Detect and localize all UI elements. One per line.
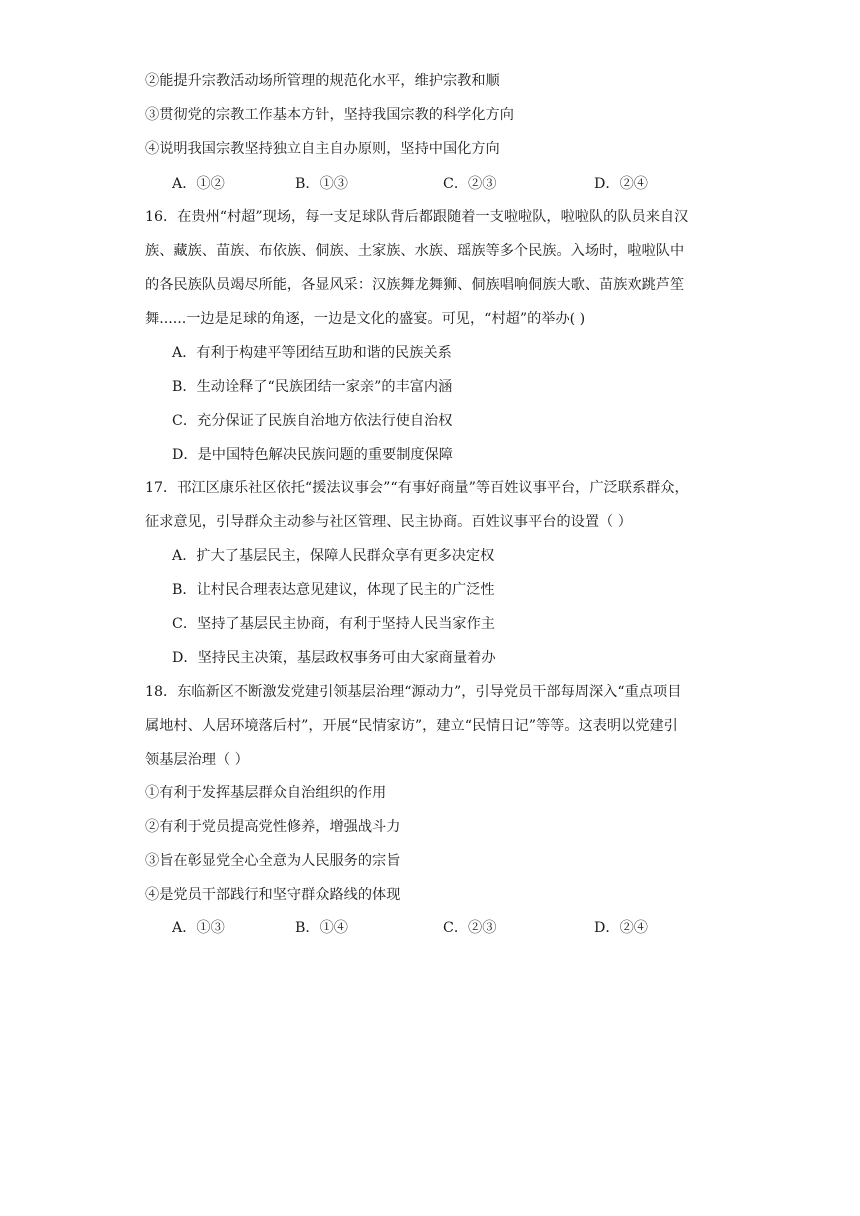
q18-statement-2: ②有利于党员提高党性修养，增强战斗力 [145,819,401,835]
q16-stem-line-4: 舞......一边是足球的角逐，一边是文化的盛宴。可见，“村超”的举办( ) [145,311,586,327]
q15-statement-3: ③贯彻党的宗教工作基本方针，坚持我国宗教的科学化方向 [145,107,514,123]
q17-option-d: D．坚持民主决策，基层政权事务可由大家商量着办 [172,650,496,666]
q18-option-c: C．②③ [443,920,497,936]
q16-option-b: B．生动诠释了“民族团结一家亲”的丰富内涵 [172,379,453,395]
q16-stem-line-2: 族、藏族、苗族、布依族、侗族、土家族、水族、瑶族等多个民族。入场时，啦啦队中 [145,243,685,259]
q16-stem-line-3: 的各民族队员竭尽所能，各显风采：汉族舞龙舞狮、侗族唱响侗族大歌、苗族欢跳芦笙 [145,277,685,293]
q18-statement-1: ①有利于发挥基层群众自治组织的作用 [145,785,387,801]
q18-option-d: D．②④ [594,920,648,936]
q18-stem-line-3: 领基层治理（ ） [145,752,249,768]
q15-option-b: B．①③ [295,176,348,192]
q18-stem-line-2: 属地村、人居环境落后村”，开展“民情家访”，建立“民情日记”等等。这表明以党建引 [145,718,678,734]
q15-option-d: D．②④ [594,176,648,192]
q16-option-d: D．是中国特色解决民族问题的重要制度保障 [172,447,453,463]
q16-stem-line-1: 16．在贵州“村超”现场，每一支足球队背后都跟随着一支啦啦队，啦啦队的队员来自汉 [145,209,689,225]
q18-stem-line-1: 18．东临新区不断激发党建引领基层治理“源动力”，引导党员干部每周深入“重点项目 [145,684,682,700]
q17-option-c: C．坚持了基层民主协商，有利于坚持人民当家作主 [172,616,495,632]
q18-statement-3: ③旨在彰显党全心全意为人民服务的宗旨 [145,853,401,869]
q18-option-a: A．①③ [172,920,225,936]
q17-option-a: A．扩大了基层民主，保障人民群众享有更多决定权 [172,548,495,564]
q15-statement-2: ②能提升宗教活动场所管理的规范化水平，维护宗教和顺 [145,73,500,89]
q16-option-c: C．充分保证了民族自治地方依法行使自治权 [172,413,453,429]
q18-option-b: B．①④ [295,920,348,936]
q17-stem-line-2: 征求意见，引导群众主动参与社区管理、民主协商。百姓议事平台的设置（ ） [145,514,632,530]
q18-statement-4: ④是党员干部践行和坚守群众路线的体现 [145,887,401,903]
q15-statement-4: ④说明我国宗教坚持独立自主自办原则，坚持中国化方向 [145,141,500,157]
q17-stem-line-1: 17．邗江区康乐社区依托“援法议事会”“有事好商量”等百姓议事平台，广泛联系群众， [145,480,689,496]
q17-option-b: B．让村民合理表达意见建议，体现了民主的广泛性 [172,582,495,598]
q16-option-a: A．有利于构建平等团结互助和谐的民族关系 [172,345,452,361]
q15-option-a: A．①② [172,176,225,192]
q15-option-c: C．②③ [443,176,497,192]
